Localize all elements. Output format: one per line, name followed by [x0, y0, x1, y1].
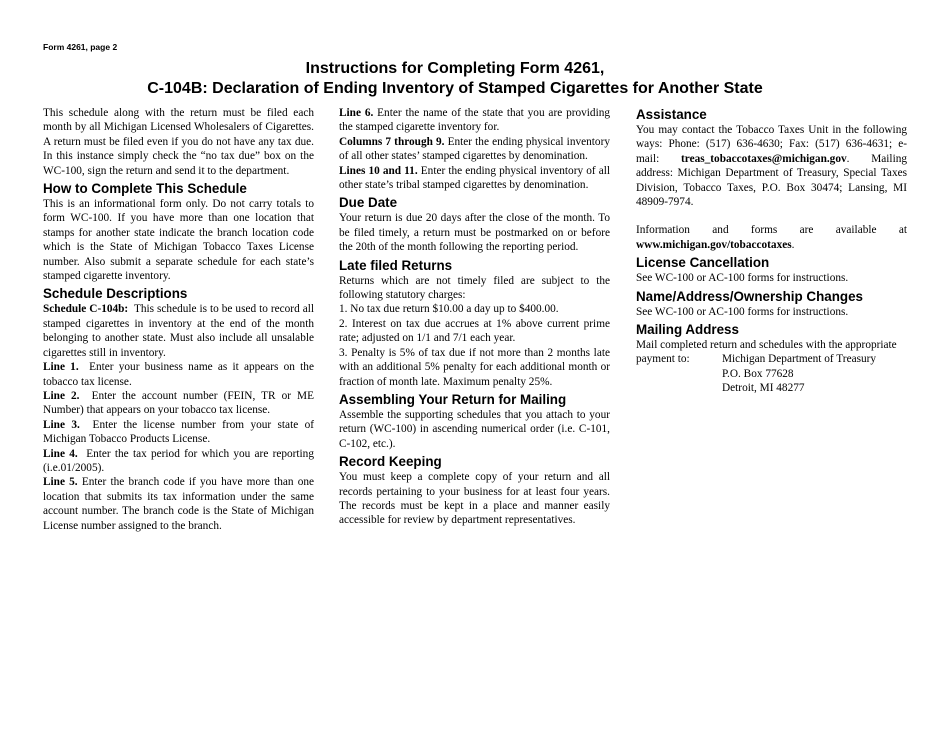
- info-text-end: .: [791, 238, 795, 251]
- info-text: [636, 223, 907, 252]
- line-1-text: Enter your business name as it appears on the tobacco tax license.: [43, 361, 314, 388]
- late-charge-2: 2. Interest on tax due accrues at 1% above current prime rate; adjusted on 1/1 and 7/1 each year.: [339, 317, 610, 345]
- line-2-label: Line 2.: [43, 389, 80, 402]
- columns-7-9-label: Columns 7 through 9.: [339, 135, 445, 148]
- line-3-text: Enter the license number from your state of Michigan Tobacco Products License.: [43, 418, 314, 446]
- assembling-heading: Assembling Your Return for Mailing: [339, 391, 567, 407]
- line-5-desc: [43, 475, 314, 533]
- intro-paragraph: This schedule along with the return must be filed each month by all Michigan Licensed Wholesalers of Cigarettes. A return must be filed even if you do not have any tax due. In this instance simply check the “no tax due” box on the WC-100, sign the return and send it to the department.: [43, 107, 314, 177]
- late-filed-heading: Late filed Returns: [339, 257, 453, 273]
- schedule-descriptions-heading: Schedule Descriptions: [43, 286, 188, 302]
- mailing-address-lines: [722, 352, 876, 395]
- mailing-address-line-2: P.O. Box 77628: [722, 367, 794, 380]
- assistance-text-part2: . Mailing address: Michigan Department of Treasury, Special Taxes Division, Tobacco Taxes, P.O. Box 30474; Lansing, MI 48909-7974.: [636, 152, 908, 209]
- line-2-desc: [43, 389, 314, 418]
- mailing-address-line-3: Detroit, MI 48277: [722, 382, 805, 395]
- due-date-heading: Due Date: [339, 195, 398, 211]
- line-5-text: Enter the branch code if you have more than one location that submits its tax information under the same account number. The branch code is the State of Michigan License number assigned to the branch.: [43, 476, 315, 532]
- assembling-text: Assemble the supporting schedules that you attach to your return (WC-100) in ascending numerical order (i.e. C-101, C-102, etc.).: [339, 408, 610, 450]
- info-url-link[interactable]: www.michigan.gov/tobaccotaxes: [636, 238, 792, 251]
- line-6-label: Line 6.: [339, 107, 374, 119]
- line-3-label: Line 3.: [43, 418, 80, 431]
- schedule-text: This schedule is to be used to record all stamped cigarettes in inventory at the end of the month belonging to another state. Must also include all unsalable cigarettes still in inventory.: [43, 303, 314, 359]
- late-charge-1: 1. No tax due return $10.00 a day up to $400.00.: [339, 303, 559, 316]
- mailing-address-label: payment to:: [636, 353, 690, 366]
- how-to-complete-text: This is an informational form only. Do not carry totals to form WC-100. If you have more than one location that stamps for another state indicate the branch location code which is the State of Michigan Tobacco Taxes License number. Also submit a separate schedule for each state’s stamped cigarette inventory.: [43, 198, 314, 283]
- lines-10-11-desc: [339, 164, 610, 193]
- line-1-desc: [43, 360, 314, 389]
- columns-7-9-desc: [339, 135, 610, 164]
- assistance-heading: Assistance: [636, 107, 707, 122]
- record-keeping-heading: Record Keeping: [339, 454, 442, 470]
- column-left: [43, 106, 314, 533]
- line-2-text: Enter the account number (FEIN, TR or ME Number) that appears on your tobacco tax license.: [43, 389, 314, 417]
- schedule-c104b-desc: [43, 302, 314, 360]
- how-to-complete-heading: How to Complete This Schedule: [43, 181, 247, 197]
- columns-7-9-text: Enter the ending physical inventory of all other states’ stamped cigarettes by denomination.: [339, 135, 610, 163]
- page-title-line-2: C-104B: Declaration of Ending Inventory of Stamped Cigarettes for Another State: [147, 80, 763, 97]
- assistance-email-link[interactable]: treas_tobaccotaxes@michigan.gov: [681, 152, 847, 165]
- schedule-label: Schedule C-104b:: [43, 303, 129, 316]
- late-charge-3: 3. Penalty is 5% of tax due if not more than 2 months late with an additional 5% penalty for each additional month or fraction of month late. Maximum penalty 25%.: [339, 346, 610, 388]
- mailing-address-line-1: Michigan Department of Treasury: [722, 353, 877, 366]
- mailing-address-block: [636, 352, 907, 395]
- line-1-label: Line 1.: [43, 361, 79, 374]
- line-5-label: Line 5.: [43, 476, 78, 489]
- license-cancellation-heading: License Cancellation: [636, 255, 770, 271]
- lines-10-11-text: Enter the ending physical inventory of all other state’s tribal stamped cigarettes by denomination.: [339, 164, 611, 192]
- line-6-desc: [339, 106, 610, 135]
- late-filed-text: Returns which are not timely filed are subject to the following statutory charges:: [339, 274, 610, 302]
- column-right: [636, 106, 907, 396]
- form-page-tag: Form 4261, page 2: [43, 42, 118, 52]
- spacer: [636, 209, 907, 223]
- column-middle: [339, 106, 610, 528]
- name-address-changes-heading: Name/Address/Ownership Changes: [636, 288, 863, 304]
- assistance-text: [636, 123, 907, 209]
- line-4-text: Enter the tax period for which you are reporting (i.e.01/2005).: [43, 447, 314, 474]
- name-address-changes-text: See WC-100 or AC-100 forms for instructions.: [636, 305, 849, 318]
- line-4-desc: [43, 447, 314, 476]
- page-title-line-1: Instructions for Completing Form 4261,: [305, 60, 605, 77]
- line-6-text: Enter the name of the state that you are providing the stamped cigarette inventory for.: [339, 107, 611, 134]
- line-4-label: Line 4.: [43, 447, 78, 460]
- info-text-lead: Information and forms are available at: [636, 224, 907, 237]
- assistance-text-part1: You may contact the Tobacco Taxes Unit in the following ways: Phone: (517) 636-4630; Fax: (517) 636-4631; e-mail:: [636, 124, 907, 165]
- license-cancellation-text: See WC-100 or AC-100 forms for instructions.: [636, 272, 849, 285]
- mailing-address-heading: Mailing Address: [636, 322, 739, 338]
- mailing-address-text: Mail completed return and schedules with the appropriate: [636, 339, 897, 352]
- due-date-text: Your return is due 20 days after the close of the month. To be filed timely, a return must be postmarked on or before the 20th of the month following the reporting period.: [339, 212, 610, 254]
- line-3-desc: [43, 418, 314, 447]
- lines-10-11-label: Lines 10 and 11.: [339, 164, 418, 177]
- record-keeping-text: You must keep a complete copy of your return and all records pertaining to your business for at least four years. The records must be kept in a place and manner easily accessible for review by department representatives.: [339, 471, 610, 527]
